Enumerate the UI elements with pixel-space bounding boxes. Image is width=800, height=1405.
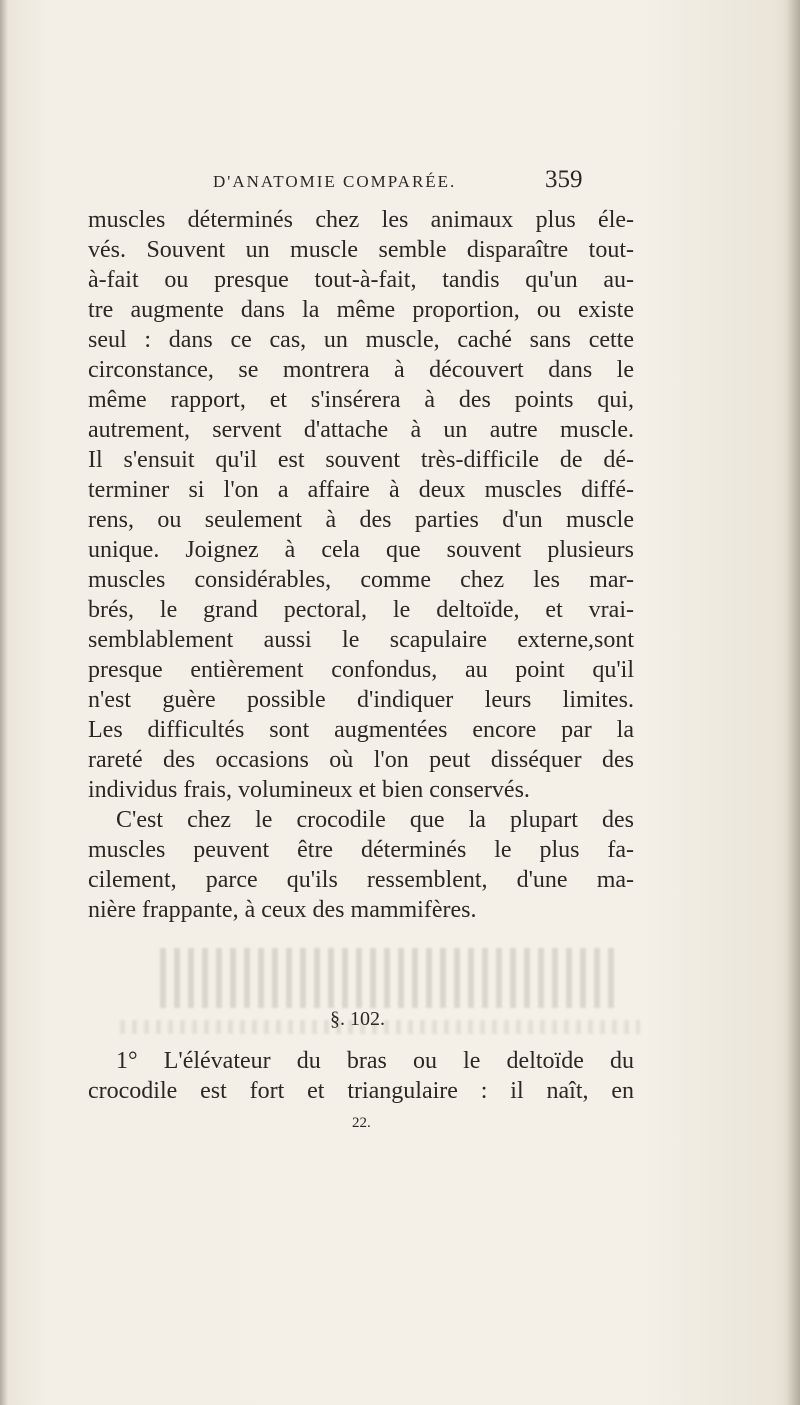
- text-line: muscles déterminés chez les animaux plus éle-: [88, 207, 634, 233]
- text-line: Il s'ensuit qu'il est souvent très-difficile de dé-: [88, 447, 634, 473]
- text-line: 1° L'élévateur du bras ou le deltoïde du: [116, 1048, 634, 1074]
- text-line: vés. Souvent un muscle semble disparaître tout-: [88, 237, 634, 263]
- text-line: brés, le grand pectoral, le deltoïde, et vrai-: [88, 597, 634, 623]
- text-line: tre augmente dans la même proportion, ou existe: [88, 297, 634, 323]
- text-line: unique. Joignez à cela que souvent plusieurs: [88, 537, 634, 563]
- text-line: à-fait ou presque tout-à-fait, tandis qu'un au-: [88, 267, 634, 293]
- text-line: Les difficultés sont augmentées encore par la: [88, 717, 634, 743]
- text-line: circonstance, se montrera à découvert dans le: [88, 357, 634, 383]
- paragraph-text: [88, 1046, 634, 1106]
- text-line: crocodile est fort et triangulaire : il naît, en: [88, 1078, 634, 1104]
- text-line: terminer si l'on a affaire à deux muscles diffé-: [88, 477, 634, 503]
- text-line: muscles peuvent être déterminés le plus fa-: [88, 837, 634, 863]
- text-line: semblablement aussi le scapulaire externe,sont: [88, 627, 634, 653]
- running-title: D'ANATOMIE COMPARÉE.: [213, 172, 457, 191]
- text-line: rareté des occasions où l'on peut disséquer des: [88, 747, 634, 773]
- text-line: presque entièrement confondus, au point qu'il: [88, 657, 634, 683]
- page-number: 359: [545, 166, 583, 193]
- text-line: cilement, parce qu'ils ressemblent, d'une ma-: [88, 867, 634, 893]
- text-line: nière frappante, à ceux des mammifères.: [88, 897, 477, 923]
- signature-mark: 22.: [352, 1115, 371, 1131]
- text-line: même rapport, et s'insérera à des points qui,: [88, 387, 634, 413]
- body-text: [88, 205, 634, 925]
- text-line: C'est chez le crocodile que la plupart des: [116, 807, 634, 833]
- text-line: muscles considérables, comme chez les mar-: [88, 567, 634, 593]
- text-line: seul : dans ce cas, un muscle, caché sans cette: [88, 327, 634, 353]
- section-heading: §. 102.: [330, 1008, 385, 1030]
- bleed-through-marks: [160, 948, 620, 1008]
- text-line: rens, ou seulement à des parties d'un muscle: [88, 507, 634, 533]
- text-line: autrement, servent d'attache à un autre muscle.: [88, 417, 634, 443]
- page-spine-shadow: [786, 0, 800, 1405]
- text-line: individus frais, volumineux et bien conservés.: [88, 777, 530, 803]
- page-left-shadow: [0, 0, 8, 1405]
- text-line: n'est guère possible d'indiquer leurs limites.: [88, 687, 634, 713]
